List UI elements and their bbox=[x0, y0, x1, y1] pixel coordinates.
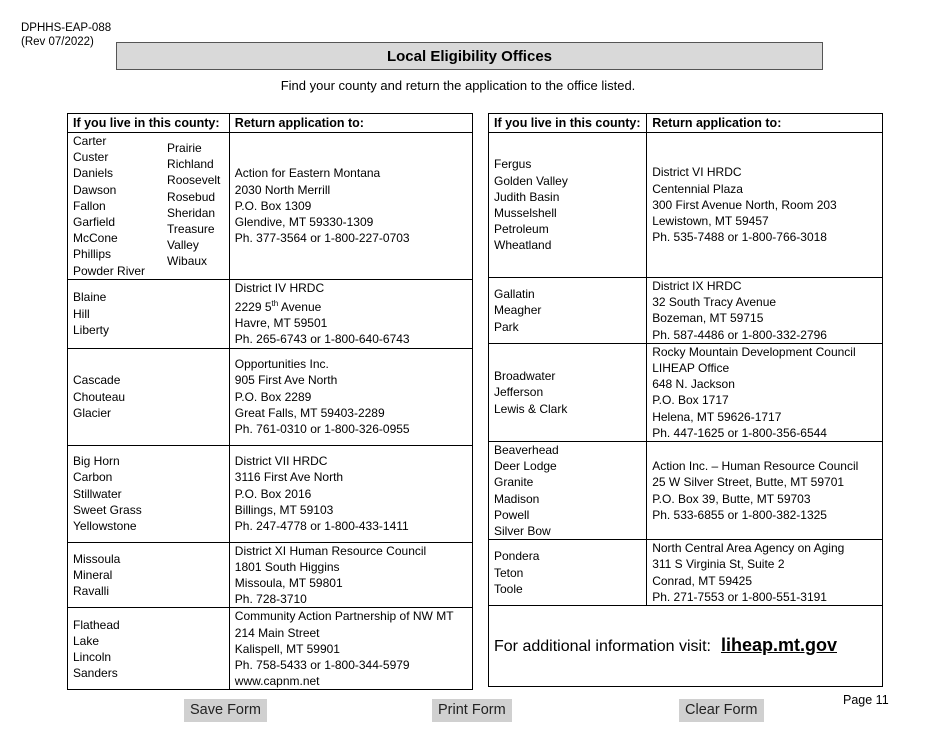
county-cell bbox=[489, 343, 647, 441]
office-line: 3116 First Ave North bbox=[234, 470, 344, 485]
county-cell bbox=[489, 540, 647, 606]
county-name: Fergus bbox=[494, 157, 532, 172]
county-name: Powder River bbox=[73, 263, 146, 278]
table-row bbox=[68, 348, 473, 445]
county-name: Prairie bbox=[167, 141, 202, 155]
county-name: Glacier bbox=[73, 405, 112, 420]
office-cell bbox=[229, 445, 472, 542]
county-name: Teton bbox=[494, 565, 524, 580]
ordinal-suffix: th bbox=[271, 299, 279, 309]
office-line: Opportunities Inc. bbox=[234, 357, 329, 372]
office-line: Conrad, MT 59425 bbox=[652, 573, 753, 588]
office-line: Ph. 587-4486 or 1-800-332-2796 bbox=[652, 327, 827, 342]
county-name: Cascade bbox=[73, 373, 121, 388]
office-line: Action Inc. – Human Resource Council bbox=[652, 459, 859, 474]
office-line: Billings, MT 59103 bbox=[234, 502, 334, 517]
county-cell bbox=[489, 442, 647, 540]
table-row bbox=[68, 133, 473, 280]
county-name: Beaverhead bbox=[494, 443, 559, 458]
office-website[interactable]: www.capnm.net bbox=[234, 674, 320, 689]
table-row bbox=[489, 540, 883, 606]
office-line: North Central Area Agency on Aging bbox=[652, 541, 845, 556]
office-line: P.O. Box 39, Butte, MT 59703 bbox=[652, 491, 811, 506]
county-name: Jefferson bbox=[494, 385, 544, 400]
office-column-header: Return application to: bbox=[647, 114, 883, 133]
office-cell bbox=[229, 608, 472, 690]
county-name: Dawson bbox=[73, 182, 117, 197]
office-cell bbox=[229, 279, 472, 348]
county-name: McCone bbox=[73, 231, 118, 246]
left-offices-table bbox=[67, 113, 473, 690]
county-cell bbox=[489, 278, 647, 344]
office-line: Action for Eastern Montana bbox=[234, 166, 381, 181]
office-line: Ph. 377-3564 or 1-800-227-0703 bbox=[234, 231, 410, 246]
county-column-header: If you live in this county: bbox=[489, 114, 647, 133]
office-line: Bozeman, MT 59715 bbox=[652, 311, 764, 326]
office-line: Great Falls, MT 59403-2289 bbox=[234, 405, 385, 420]
office-line: P.O. Box 2289 bbox=[234, 389, 312, 404]
county-name: Sanders bbox=[73, 666, 118, 681]
county-name: Toole bbox=[494, 581, 523, 596]
table-row bbox=[68, 279, 473, 348]
county-name: Missoula bbox=[73, 551, 121, 566]
office-line: 214 Main Street bbox=[234, 625, 320, 640]
county-name: Flathead bbox=[73, 617, 120, 632]
office-cell bbox=[647, 540, 883, 606]
county-name: Blaine bbox=[73, 290, 107, 305]
office-line: District IV HRDC bbox=[234, 280, 325, 295]
office-line: Glendive, MT 59330-1309 bbox=[234, 215, 374, 230]
county-name: Pondera bbox=[494, 549, 540, 564]
office-cell bbox=[647, 278, 883, 344]
office-line: 25 W Silver Street, Butte, MT 59701 bbox=[652, 475, 845, 490]
county-name: Park bbox=[494, 319, 519, 334]
county-name: Ravalli bbox=[73, 584, 110, 599]
form-id-block bbox=[21, 21, 111, 49]
county-cell bbox=[489, 133, 647, 278]
office-cell bbox=[229, 133, 472, 280]
county-cell bbox=[68, 133, 230, 280]
office-line: District VII HRDC bbox=[234, 454, 328, 469]
office-line: Lewistown, MT 59457 bbox=[652, 214, 769, 229]
office-line: Havre, MT 59501 bbox=[234, 316, 328, 331]
office-line: Ph. 728-3710 bbox=[234, 592, 307, 607]
county-name: Golden Valley bbox=[494, 173, 568, 188]
county-name: Deer Lodge bbox=[494, 459, 557, 474]
county-cell bbox=[68, 348, 230, 445]
table-row bbox=[489, 133, 883, 278]
table-row bbox=[68, 542, 473, 608]
table-row bbox=[489, 278, 883, 344]
street-name: Avenue bbox=[278, 300, 322, 315]
office-line: P.O. Box 1717 bbox=[652, 393, 729, 408]
office-line: District VI HRDC bbox=[652, 165, 742, 180]
additional-info-row bbox=[489, 606, 883, 687]
county-name: Lewis & Clark bbox=[494, 401, 568, 416]
office-line: Helena, MT 59626-1717 bbox=[652, 409, 782, 424]
county-name: Yellowstone bbox=[73, 518, 137, 533]
office-line: Ph. 265-6743 or 1-800-640-6743 bbox=[234, 332, 410, 347]
county-column-header: If you live in this county: bbox=[68, 114, 230, 133]
county-name: Lake bbox=[73, 633, 100, 648]
county-name: Big Horn bbox=[73, 454, 120, 469]
county-name: Broadwater bbox=[494, 369, 556, 384]
office-cell bbox=[229, 542, 472, 608]
county-name: Treasure bbox=[167, 222, 215, 237]
form-id: DPHHS-EAP-088 bbox=[21, 22, 112, 34]
office-cell bbox=[647, 133, 883, 278]
county-name: Gallatin bbox=[494, 287, 535, 302]
office-line: Missoula, MT 59801 bbox=[234, 576, 343, 591]
county-name: Sheridan bbox=[167, 205, 216, 220]
county-name: Sweet Grass bbox=[73, 502, 142, 517]
liheap-website-link[interactable]: liheap.mt.gov bbox=[720, 634, 837, 655]
county-name: Powell bbox=[494, 507, 530, 522]
county-name: Richland bbox=[167, 157, 214, 172]
office-line: District IX HRDC bbox=[652, 279, 742, 293]
form-revision: (Rev 07/2022) bbox=[21, 36, 94, 48]
office-line: Ph. 533-6855 or 1-800-382-1325 bbox=[652, 507, 827, 522]
county-name: Chouteau bbox=[73, 389, 126, 404]
county-name: Musselshell bbox=[494, 206, 557, 220]
county-name: Petroleum bbox=[494, 222, 549, 237]
county-name: Mineral bbox=[73, 567, 113, 582]
additional-info-text: For additional information visit: bbox=[494, 637, 711, 655]
county-name: Phillips bbox=[73, 247, 112, 262]
clear-form-button[interactable]: Clear Form bbox=[679, 699, 764, 722]
county-name: Roosevelt bbox=[167, 173, 221, 188]
county-name: Valley bbox=[167, 238, 199, 253]
county-name: Custer bbox=[73, 150, 109, 165]
office-line: P.O. Box 1309 bbox=[234, 198, 312, 213]
office-line: Ph. 247-4778 or 1-800-433-1411 bbox=[234, 518, 409, 533]
right-offices-table bbox=[488, 113, 883, 687]
additional-info bbox=[489, 606, 883, 687]
county-name: Hill bbox=[73, 306, 90, 321]
office-cell bbox=[647, 442, 883, 540]
office-line: P.O. Box 2016 bbox=[234, 486, 312, 501]
office-line: 32 South Tracy Avenue bbox=[652, 295, 777, 310]
office-line: 648 N. Jackson bbox=[652, 377, 735, 392]
table-header-row bbox=[489, 114, 883, 133]
office-line: District XI Human Resource Council bbox=[234, 543, 427, 558]
office-line: Kalispell, MT 59901 bbox=[234, 641, 340, 656]
office-cell bbox=[647, 343, 883, 441]
office-line: Ph. 761-0310 or 1-800-326-0955 bbox=[234, 421, 410, 436]
county-name: Carbon bbox=[73, 470, 113, 485]
office-line: Ph. 271-7553 or 1-800-551-3191 bbox=[652, 589, 827, 604]
county-name: Madison bbox=[494, 491, 540, 506]
county-name: Garfield bbox=[73, 215, 116, 230]
office-column-header: Return application to: bbox=[229, 114, 472, 133]
county-name: Stillwater bbox=[73, 486, 122, 501]
save-form-button[interactable]: Save Form bbox=[184, 699, 267, 722]
county-cell bbox=[68, 608, 230, 690]
county-name: Granite bbox=[494, 475, 534, 490]
office-line: Community Action Partnership of NW MT bbox=[234, 609, 454, 624]
county-name: Liberty bbox=[73, 322, 110, 337]
page-title: Local Eligibility Offices bbox=[116, 42, 823, 70]
table-row bbox=[489, 343, 883, 441]
county-name: Lincoln bbox=[73, 649, 112, 664]
print-form-button[interactable]: Print Form bbox=[432, 699, 512, 722]
county-name: Silver Bow bbox=[494, 524, 551, 539]
office-line: 300 First Avenue North, Room 203 bbox=[652, 197, 837, 212]
county-name: Judith Basin bbox=[494, 189, 560, 204]
county-name: Rosebud bbox=[167, 189, 216, 204]
county-name: Fallon bbox=[73, 198, 106, 213]
office-cell bbox=[229, 348, 472, 445]
office-line: 2030 North Merrill bbox=[234, 182, 331, 197]
office-line: 1801 South Higgins bbox=[234, 559, 340, 574]
office-line: Centennial Plaza bbox=[652, 181, 743, 196]
office-line: 311 S Virginia St, Suite 2 bbox=[652, 557, 785, 572]
office-line: 905 First Ave North bbox=[234, 373, 338, 388]
table-row bbox=[489, 442, 883, 540]
table-header-row bbox=[68, 114, 473, 133]
county-cell bbox=[68, 445, 230, 542]
office-line: LIHEAP Office bbox=[652, 361, 730, 376]
county-cell bbox=[68, 542, 230, 608]
street-number: 2229 5 bbox=[234, 300, 272, 315]
office-line: Ph. 447-1625 or 1-800-356-6544 bbox=[652, 425, 827, 440]
county-name: Daniels bbox=[73, 166, 114, 181]
office-line: Rocky Mountain Development Council bbox=[652, 344, 856, 359]
office-line bbox=[235, 296, 467, 315]
office-line: Ph. 758-5433 or 1-800-344-5979 bbox=[234, 658, 410, 673]
county-cell bbox=[68, 279, 230, 348]
county-name: Wibaux bbox=[167, 254, 208, 269]
page-subtitle: Find your county and return the application to the office listed. bbox=[280, 78, 636, 93]
table-row bbox=[68, 445, 473, 542]
county-name: Wheatland bbox=[494, 238, 552, 253]
county-name: Meagher bbox=[494, 303, 542, 318]
office-line: Ph. 535-7488 or 1-800-766-3018 bbox=[652, 230, 827, 245]
county-name: Carter bbox=[73, 134, 107, 148]
table-row bbox=[68, 608, 473, 690]
page-number: Page 11 bbox=[843, 693, 889, 707]
